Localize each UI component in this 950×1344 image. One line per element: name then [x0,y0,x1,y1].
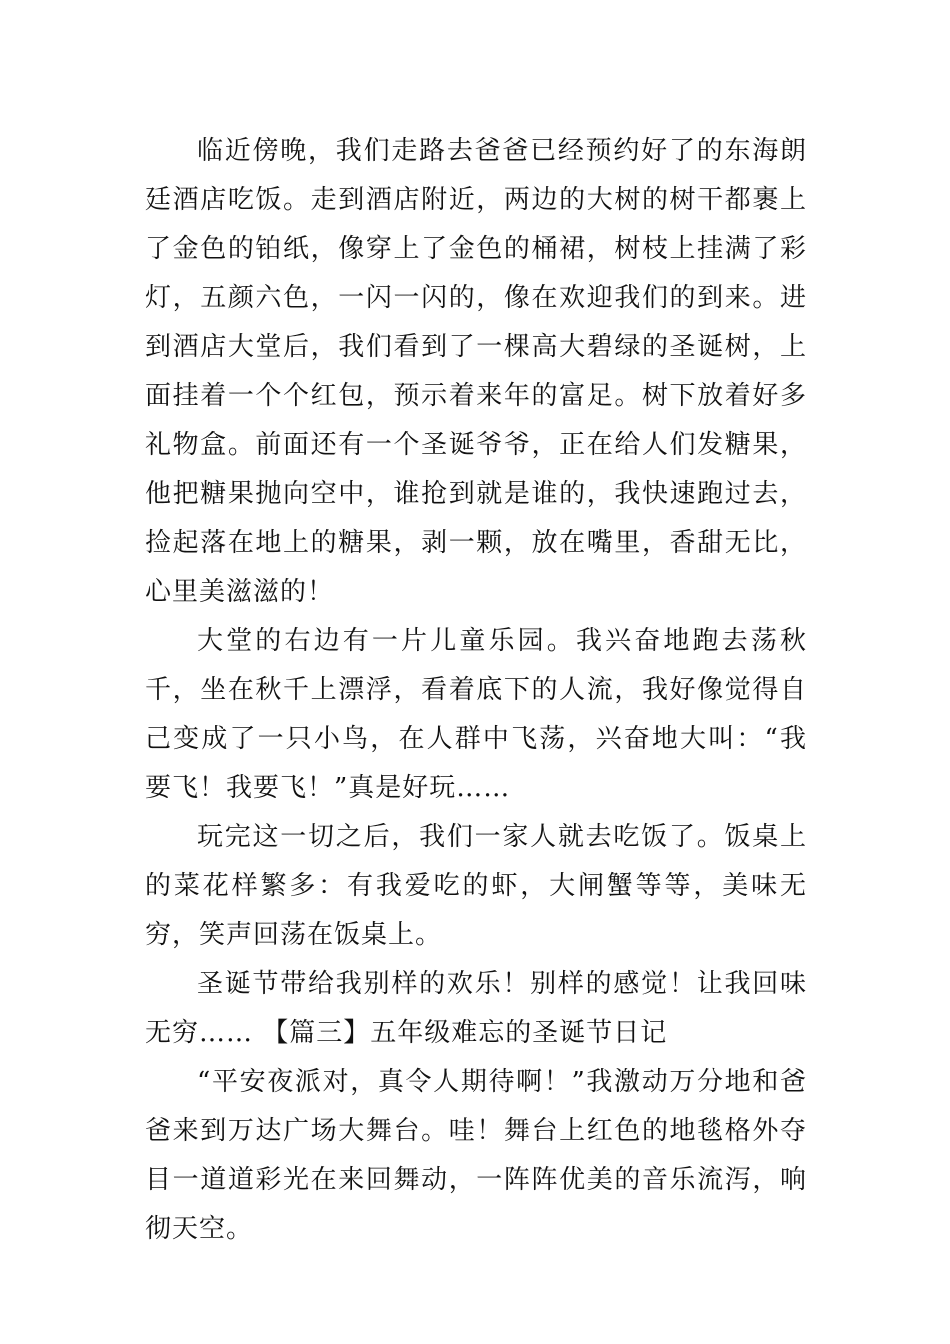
paragraph-3: 玩完这一切之后，我们一家人就去吃饭了。饭桌上的菜花样繁多：有我爱吃的虾，大闸蟹等等，美味无穷，笑声回荡在饭桌上。 [145,822,807,950]
paragraph-1: 临近傍晚，我们走路去爸爸已经预约好了的东海朗廷酒店吃饭。走到酒店附近，两边的大树的树干都裹上了金色的铂纸，像穿上了金色的桶裙，树枝上挂满了彩灯，五颜六色，一闪一闪的，像在欢迎我们的到来。进到酒店大堂后，我们看到了一棵高大碧绿的圣诞树，上面挂着一个个红包，预示着来年的富足。树下放着好多礼物盒。前面还有一个圣诞爷爷，正在给人们发糖果，他把糖果抛向空中，谁抢到就是谁的，我快速跑过去，捡起落在地上的糖果，剥一颗，放在嘴里，香甜无比，心里美滋滋的！ [145,136,807,607]
paragraph-2: 大堂的右边有一片儿童乐园。我兴奋地跑去荡秋千，坐在秋千上漂浮，看着底下的人流，我好像觉得自己变成了一只小鸟，在人群中飞荡，兴奋地大叫：“我要飞！我要飞！”真是好玩…… [145,626,807,803]
paragraph-4: 圣诞节带给我别样的欢乐！别样的感觉！让我回味无穷…… 【篇三】五年级难忘的圣诞节日记 [145,969,807,1048]
paragraph-5: “平安夜派对，真令人期待啊！”我激动万分地和爸爸来到万达广场大舞台。哇！舞台上红色的地毯格外夺目一道道彩光在来回舞动，一阵阵优美的音乐流泻，响彻天空。 [145,1067,807,1244]
document-body [145,127,807,1254]
